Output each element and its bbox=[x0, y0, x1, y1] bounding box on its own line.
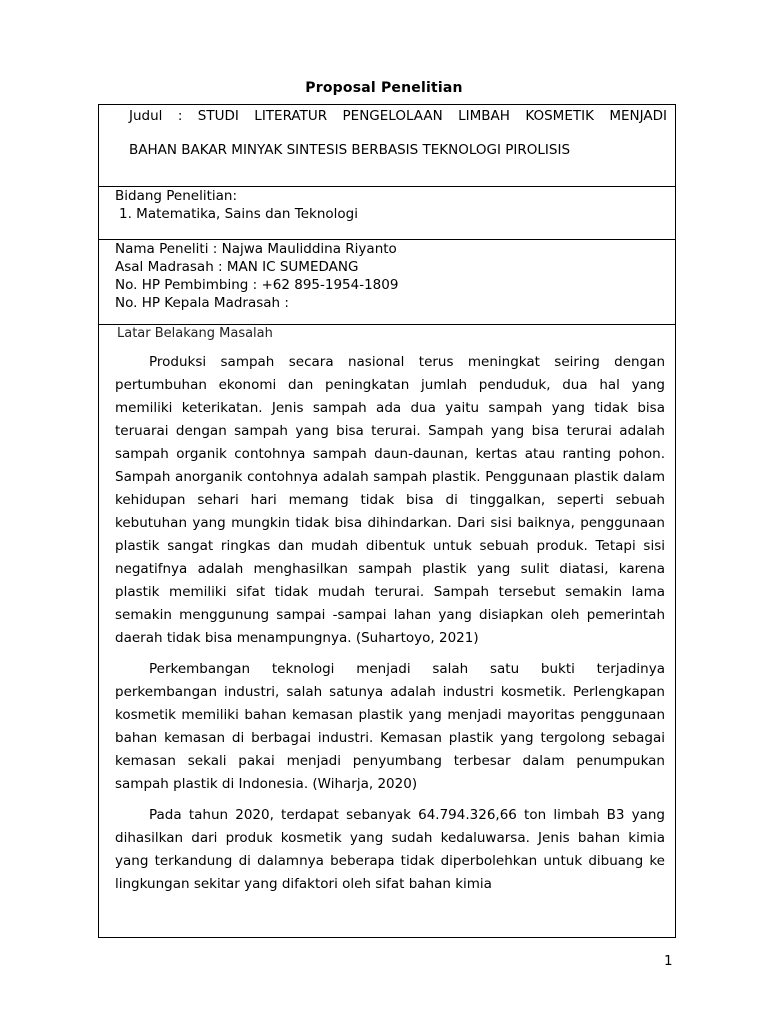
paragraph: Perkembangan teknologi menjadi salah satu bukti terjadinya perkembangan industri, salah satunya adalah industri kosmetik. Perlengkapan kosmetik memiliki bahan kemasan plastik yang menjadi mayoritas penggunaan bahan kemasan di berbagai industri. Kemasan plastik yang tergolong sebagai kemasan sekali pakai menjadi penyumbang terbesar dalam penumpukan sampah plastik di Indonesia. (Wiharja, 2020) bbox=[115, 661, 665, 792]
background-heading: Latar Belakang Masalah bbox=[117, 326, 273, 341]
background-cell bbox=[99, 325, 675, 896]
page-number: 1 bbox=[664, 953, 673, 969]
background-body bbox=[115, 351, 665, 896]
researcher-name: Nama Peneliti : Najwa Mauliddina Riyanto bbox=[115, 241, 397, 257]
document-title: Proposal Penelitian bbox=[305, 80, 463, 96]
proposal-table bbox=[98, 104, 676, 938]
headmaster-phone: No. HP Kepala Madrasah : bbox=[115, 295, 289, 311]
school-origin: Asal Madrasah : MAN IC SUMEDANG bbox=[115, 259, 359, 275]
research-field-item: 1. Matematika, Sains dan Teknologi bbox=[119, 206, 358, 222]
title-cell bbox=[99, 105, 675, 187]
paragraph: Produksi sampah secara nasional terus meningkat seiring dengan pertumbuhan ekonomi dan peningkatan jumlah penduduk, dua hal yang memiliki keterikatan. Jenis sampah ada dua yaitu sampah yang tidak bisa teruarai dengan sampah yang bisa terurai. Sampah yang bisa terurai adalah sampah organik contohnya sampah daun-daunan, kertas atau ranting pohon. Sampah anorganik contohnya adalah sampah plastik. Penggunaan plastik dalam kehidupan sehari hari memang tidak bisa di tinggalkan, seperti sebuah kebutuhan yang mungkin tidak bisa dihindarkan. Dari sisi baiknya, penggunaan plastik sangat ringkas dan mudah dibentuk untuk sebuah produk. Tetapi sisi negatifnya adalah menghasilkan sampah plastik yang sulit diatasi, karena plastik memiliki sifat tidak mudah terurai. Sampah tersebut semakin lama semakin menggunung sampai -sampai lahan yang disiapkan oleh pemerintah daerah tidak bisa menampungnya. (Suhartoyo, 2021) bbox=[115, 354, 665, 646]
research-field-cell bbox=[99, 187, 675, 240]
supervisor-phone: No. HP Pembimbing : +62 895-1954-1809 bbox=[115, 277, 399, 293]
researcher-info-cell bbox=[99, 240, 675, 325]
research-field-label: Bidang Penelitian: bbox=[115, 188, 238, 204]
research-title-line-1: Judul : STUDI LITERATUR PENGELOLAAN LIMBAH KOSMETIK MENJADI bbox=[129, 108, 667, 124]
paragraph: Pada tahun 2020, terdapat sebanyak 64.794.326,66 ton limbah B3 yang dihasilkan dari produk kosmetik yang sudah kedaluwarsa. Jenis bahan kimia yang terkandung di dalamnya beberapa tidak diperbolehkan untuk dibuang ke lingkungan sekitar yang difaktori oleh sifat bahan kimia bbox=[115, 807, 665, 892]
research-title-line-2: BAHAN BAKAR MINYAK SINTESIS BERBASIS TEKNOLOGI PIROLISIS bbox=[129, 142, 571, 158]
